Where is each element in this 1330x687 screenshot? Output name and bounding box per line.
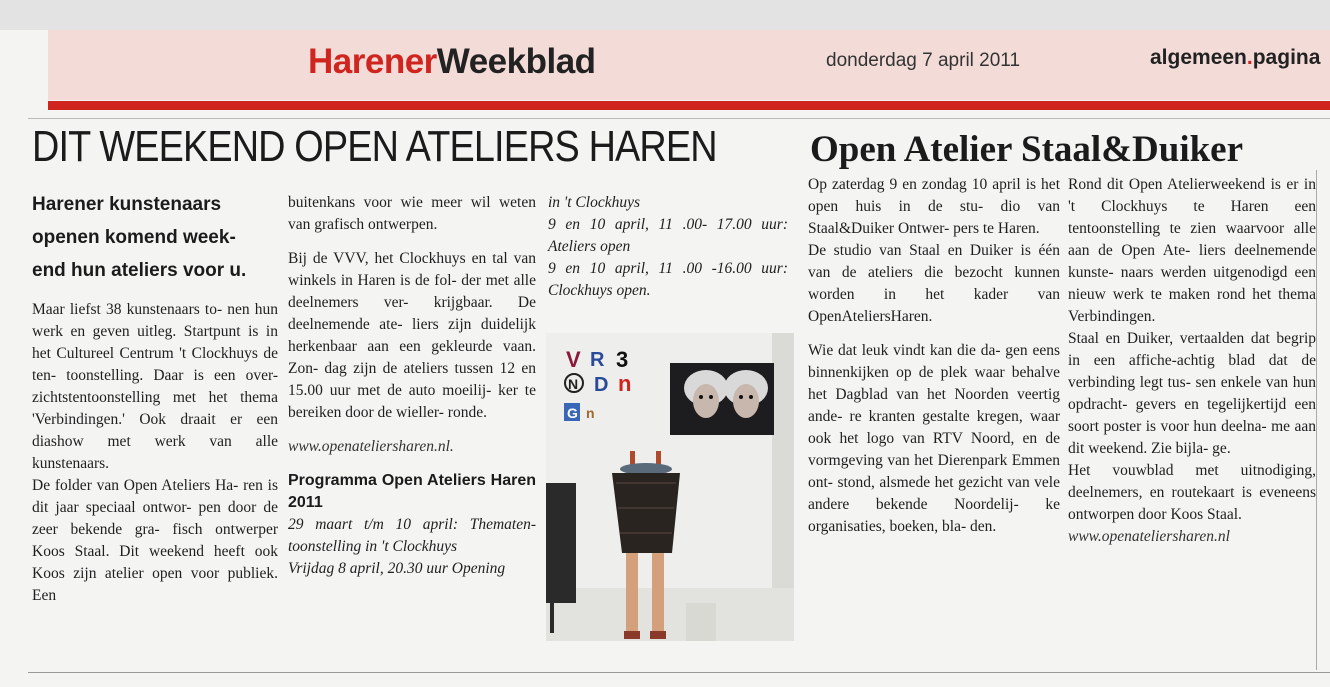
- letter-tile: V: [566, 347, 581, 372]
- paragraph: Maar liefst 38 kunstenaars to- nen hun werk en geven uitleg. Startpunt is in het Cultureel Centrum 't Clockhuys de ten- toonstelling. Daar is een over- zichtstentoonstelling met het thema 'Verbindingen.' Ook draait er een diashow met werk van alle kunstenaars.: [32, 301, 278, 472]
- program-title: Programma Open Ateliers Haren 2011: [288, 472, 536, 511]
- article1-column-3: [548, 192, 788, 302]
- paragraph: Het vouwblad met uitnodiging, deelnemers, en routekaart is eveneens ontworpen door Koos Staal.: [1068, 462, 1316, 523]
- masthead-red-rule: [48, 101, 1330, 110]
- letter-tile: 3: [616, 347, 629, 372]
- letter-tile: n: [618, 371, 632, 396]
- program-line: 9 en 10 april, 11 .00 -16.00 uur: Clockhuys open.: [548, 260, 788, 299]
- paragraph: buitenkans voor wie meer wil weten van grafisch ontwerpen.: [288, 194, 536, 233]
- column-divider: [1316, 170, 1317, 670]
- lead-line: end hun ateliers voor u.: [32, 260, 247, 281]
- letter-tile: N: [568, 376, 579, 392]
- article1-lead: [32, 188, 282, 287]
- letter-tile: R: [590, 349, 605, 371]
- article2-headline: Open Atelier Staal&Duiker: [810, 129, 1244, 170]
- letter-tile: D: [594, 374, 609, 396]
- divider: [28, 118, 1330, 119]
- section-label: algemeen.pagina: [1150, 46, 1321, 69]
- scan-top-margin: [0, 0, 1330, 30]
- paragraph: Rond dit Open Atelierweekend is er in 't Clockhuys te Haren een tentoonstelling te zien waarvoor alle aan de Open Ate- liers deelnemende kunste- naars werden uitgenodigd een nieuw werk te maken rond het thema Verbindingen.: [1068, 176, 1316, 325]
- paragraph: Wie dat leuk vindt kan die da- gen eens binnenkijken op de plek waar behalve het Dagblad van het Noorden veertig ande- re kranten gestalte kregen, waar ook het logo van RTV Noord, en de vormgeving van het Dierenpark Emmen ont- stond, alsmede het gezicht van vele andere bekende Noordelij- ke organisaties, boeken, bla- den.: [808, 342, 1060, 535]
- article2-column-1: [808, 174, 1060, 538]
- letter-tile: G: [567, 405, 578, 421]
- paragraph: De studio van Staal en Duiker is één van de ateliers die bezocht kunnen worden in het kader van OpenAteliersHaren.: [808, 242, 1060, 325]
- letter-tile: n: [586, 405, 595, 421]
- paragraph: Op zaterdag 9 en zondag 10 april is het open huis in de stu- dio van Staal&Duiker Ontwer- pers te Haren.: [808, 176, 1060, 237]
- atelier-photo-illustration: [546, 333, 794, 641]
- masthead-band: [48, 30, 1330, 100]
- issue-date: donderdag 7 april 2011: [826, 50, 1021, 71]
- newspaper-brand: HarenerWeekblad: [308, 42, 596, 81]
- article1-column-2: [288, 192, 536, 580]
- lead-line: Harener kunstenaars: [32, 194, 222, 215]
- paragraph: De folder van Open Ateliers Ha- ren is dit jaar speciaal ontwor- pen door de zeer bekende gra- fisch ontwerper Koos Staal. Dit weekend heeft ook Koos zijn atelier open voor publiek. Een: [32, 477, 278, 604]
- program-line: Vrijdag 8 april, 20.30 uur Opening: [288, 560, 506, 577]
- website-link[interactable]: www.openateliersharen.nl: [1068, 528, 1230, 545]
- bottom-rule: [28, 672, 1330, 673]
- lead-line: openen komend week-: [32, 227, 236, 248]
- program-line: 9 en 10 april, 11 .00- 17.00 uur: Ateliers open: [548, 216, 788, 255]
- article1-column-1: [32, 299, 278, 607]
- program-line: in 't Clockhuys: [548, 194, 640, 211]
- paragraph: Bij de VVV, het Clockhuys en tal van winkels in Haren is de fol- der met alle deelnemers ver- krijgbaar. De deelnemende ate- liers zijn duidelijk herkenbaar aan een gekleurde vaan. Zon- dag zijn de ateliers tussen 12 en 15.00 uur met de auto moeilij- ker te bereiken door de wieller- ronde.: [288, 250, 536, 421]
- program-line: 29 maart t/m 10 april: Thematen- toonstelling in 't Clockhuys: [288, 516, 536, 555]
- website-link[interactable]: www.openateliersharen.nl.: [288, 438, 454, 455]
- atelier-photo: [546, 333, 794, 641]
- article2-column-2: [1068, 174, 1316, 548]
- article1-headline: DIT WEEKEND OPEN ATELIERS HAREN: [32, 122, 717, 171]
- paragraph: Staal en Duiker, vertaalden dat begrip in een affiche-achtig blad dat de verbinding legt tus- sen enkele van hun opdracht- gevers en tegelijkertijd een soort poster is voor hun deelna- me aan dit weekend. Zie bijla- ge.: [1068, 330, 1316, 457]
